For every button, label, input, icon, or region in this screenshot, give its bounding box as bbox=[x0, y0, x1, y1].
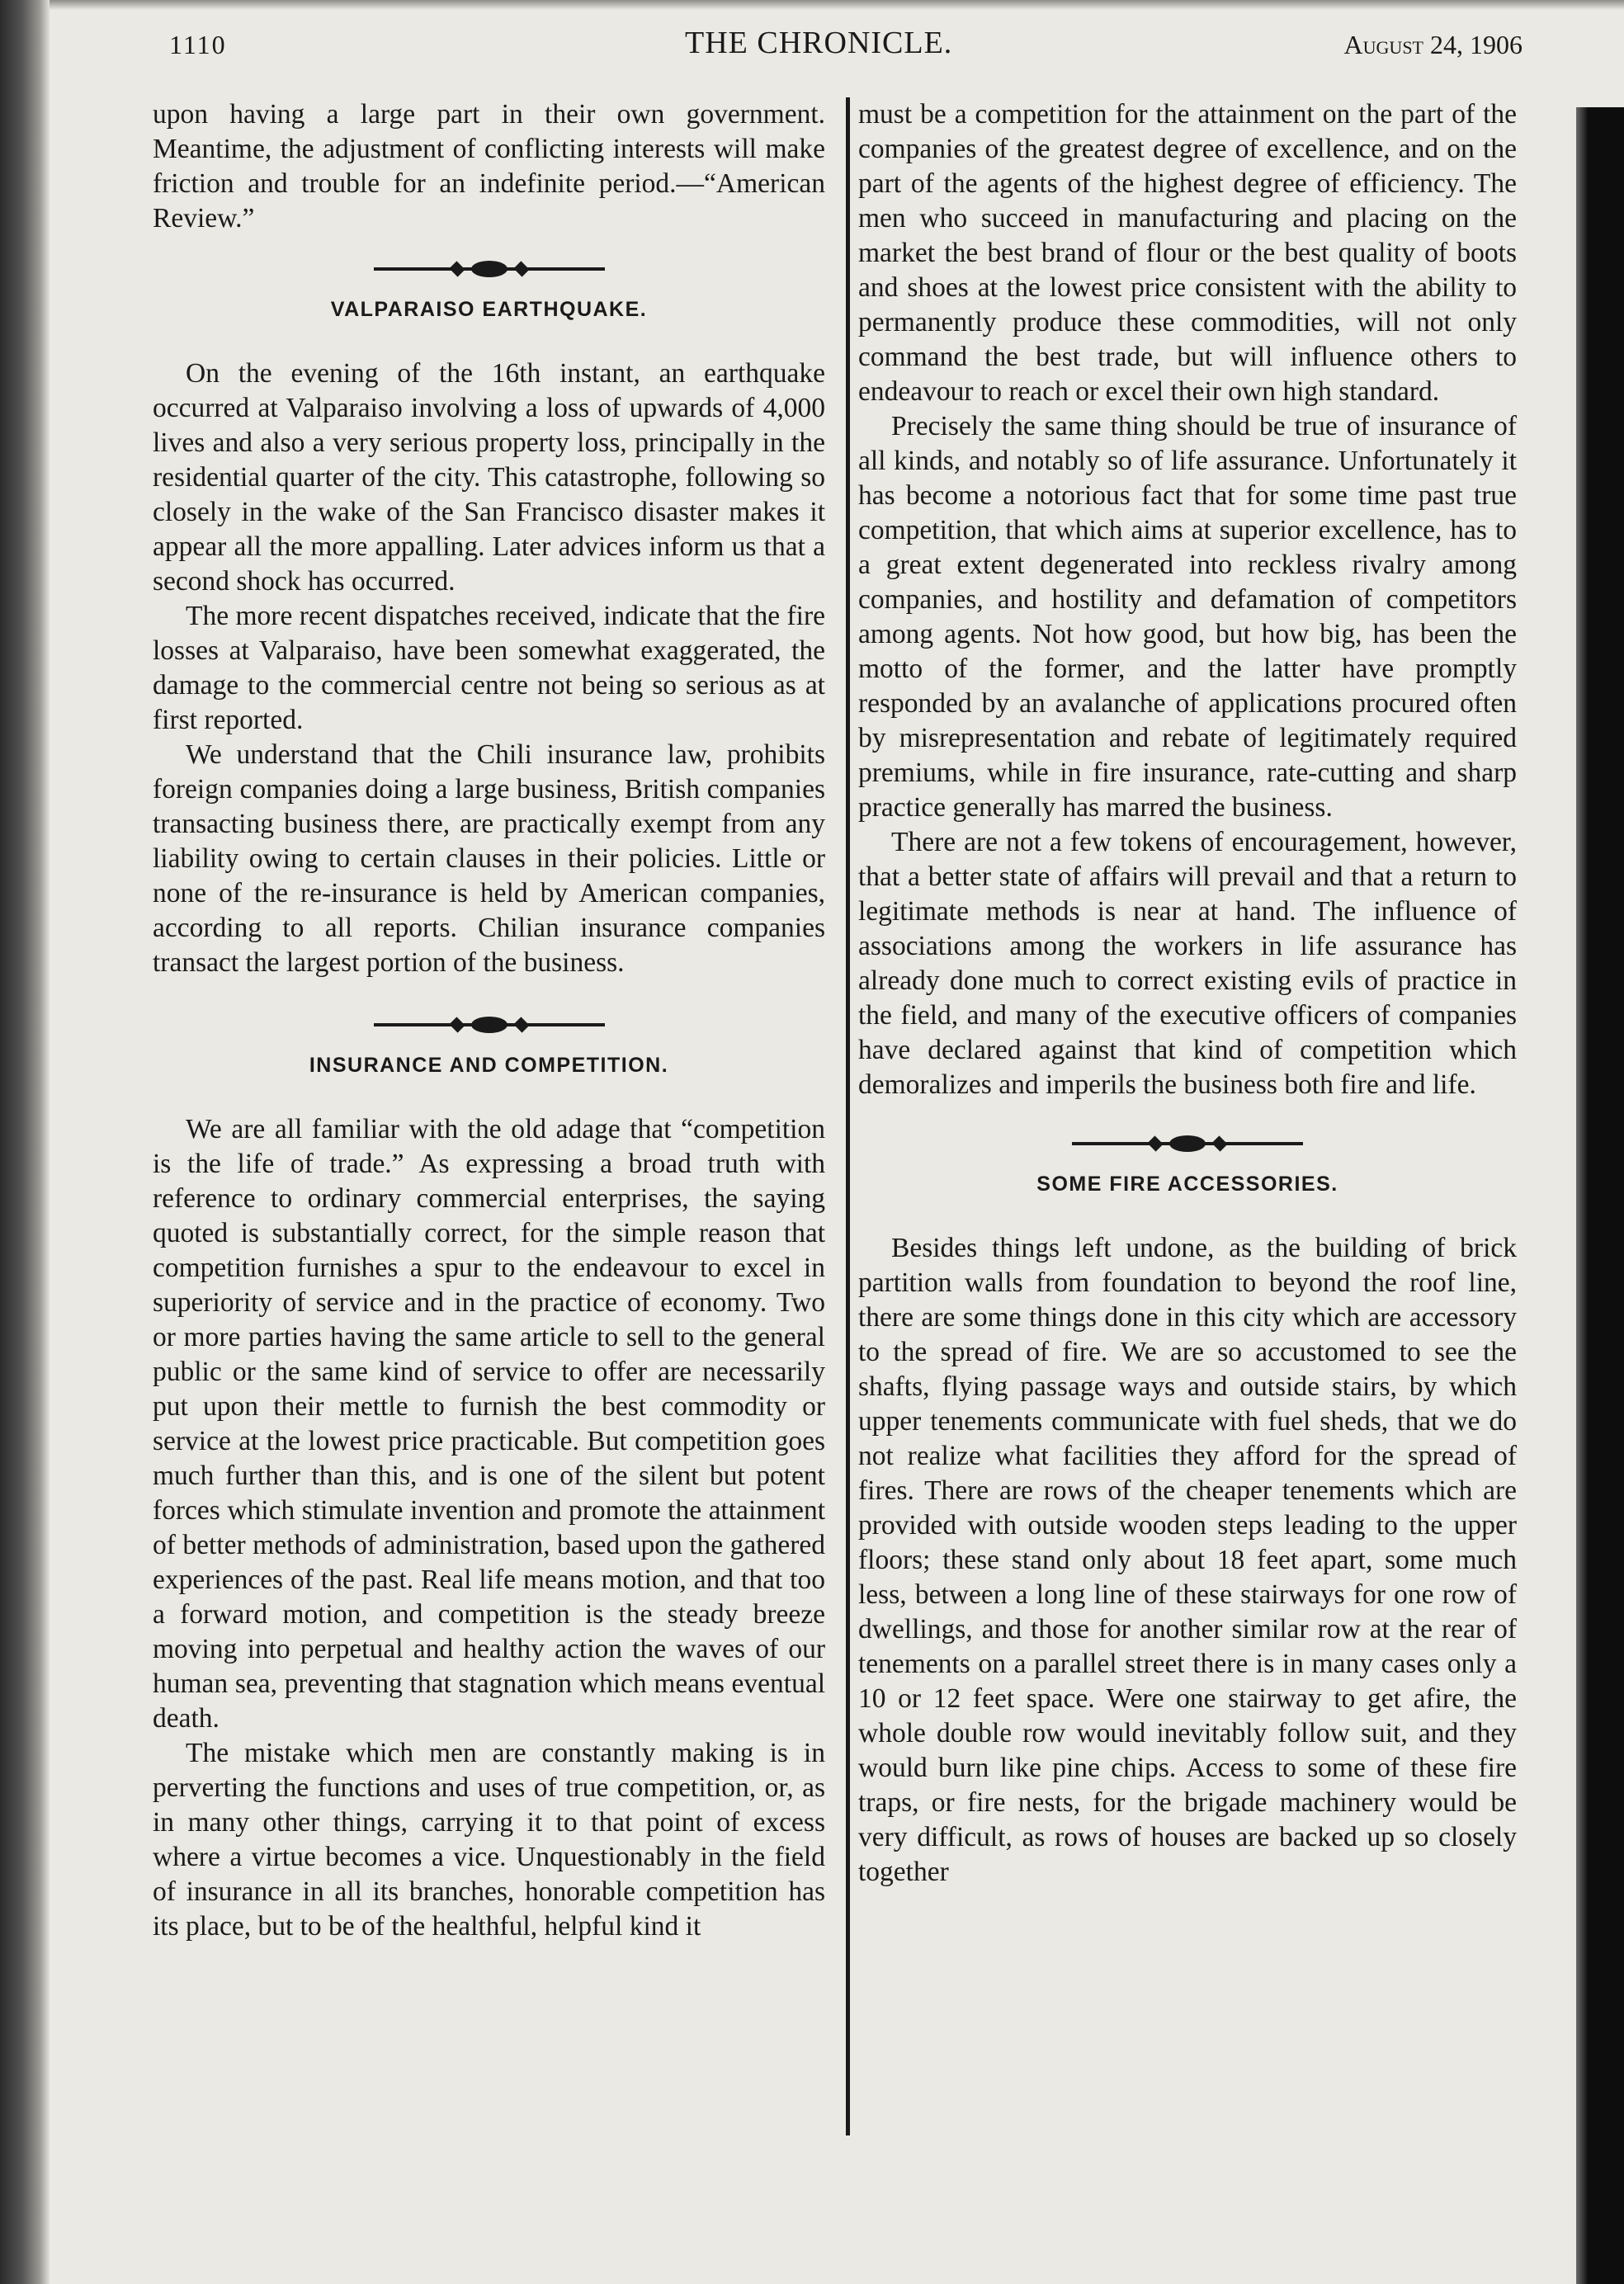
article-paragraph: The mistake which men are constantly making is in perverting the functions and uses of true competition, or, as in many other things, carrying it to that point of excess where a virtue becomes a vice. Unquestionably in the field of insurance in all its branches, honorable competition has its place, but to be of the healthful, helpful kind it bbox=[153, 1738, 825, 1942]
scan-top-edge bbox=[0, 0, 1624, 10]
page-header bbox=[169, 25, 1522, 68]
scan-right-margin bbox=[1576, 107, 1624, 2284]
valparaiso-heading: VALPARAISO EARTHQUAKE. bbox=[330, 298, 648, 321]
page-number: 1110 bbox=[169, 30, 227, 59]
left-column bbox=[153, 97, 825, 1944]
scan-left-margin bbox=[0, 0, 50, 2284]
continued-paragraph: must be a competition for the attainment on the part of the companies of the greatest degree of excellence, and on the part of the agents of the highest degree of efficiency. The men who succeed in manufacturing and placing on the market the best brand of flour or the best quality of boots and shoes at the lowest price consistent with the ability to permanently produce these commodities, will not only command the best trade, but will influence others to endeavour to reach or excel their own high standard. bbox=[858, 99, 1517, 407]
section-ornament bbox=[374, 1017, 605, 1033]
publication-title: THE CHRONICLE. bbox=[685, 26, 953, 60]
article-paragraph: Besides things left undone, as the building of brick partition walls from foundation to beyond the roof line, there are some things done in this city which are accessory to the spread of fire. We are so accustomed to see the shafts, flying passage ways and outside stairs, by which upper tenements communicate with fuel sheds, that we do not realize what facilities they afford for the spread of fires. There are rows of the cheaper tenements which are provided with outside wooden steps leading to the upper floors; these stand only about 18 feet apart, some much less, between a long line of these stairways for one row of dwellings, and those for another similar row at the rear of tenements on a parallel street there is in many cases only a 10 or 12 feet space. Were one stairway to get afire, the whole double row would inevitably follow suit, and they would burn like pine chips. Access to some of these fire traps, or fire nests, for the brigade machinery would be very difficult, as rows of houses are backed up so closely together bbox=[858, 1233, 1517, 1887]
insurance-heading: INSURANCE AND COMPETITION. bbox=[309, 1054, 669, 1077]
article-paragraph: The more recent dispatches received, indicate that the fire losses at Valparaiso, have been somewhat exaggerated, the damage to the commercial centre not being so serious as at first reported. bbox=[153, 601, 825, 735]
article-paragraph: We are all familiar with the old adage that “competition is the life of trade.” As expressing a broad truth with reference to ordinary commercial enterprises, the saying quoted is substantially correct, for the simple reason that competition furnishes a spur to the endeavour to excel in superiority of service and in the practice of economy. Two or more parties having the same article to sell to the general public or the same kind of service to offer are necessarily put upon their mettle to furnish the best commodity or service at the lowest price practicable. But competition goes much further than this, and is one of the silent but potent forces which stimulate invention and promote the attainment of better methods of administration, based upon the gathered experiences of the past. Real life means motion, and that too a forward motion, and competition is the steady breeze moving into perpetual and healthy action the waves of our human sea, preventing that stagnation which means eventual death. bbox=[153, 1114, 825, 1734]
fire-accessories-heading: SOME FIRE ACCESSORIES. bbox=[1036, 1173, 1338, 1196]
right-column bbox=[858, 97, 1517, 1890]
section-ornament bbox=[1072, 1135, 1303, 1152]
issue-date: August 24, 1906 bbox=[1343, 30, 1522, 59]
article-paragraph: Precisely the same thing should be true of insurance of all kinds, and notably so of life assurance. Unfortunately it has become a notorious fact that for some time past true competition, that which aims at superior excellence, has to a great extent degenerated into reckless rivalry among companies, and hostility and defamation of competitors among agents. Not how good, but how big, has been the motto of the former, and the latter have promptly responded by an avalanche of applications procured often by misrepresentation and rebate of legitimately required premiums, while in fire insurance, rate-cutting and sharp practice generally has marred the business. bbox=[858, 411, 1517, 823]
column-divider bbox=[846, 97, 850, 2135]
article-paragraph: There are not a few tokens of encouragement, however, that a better state of affairs will prevail and that a return to legitimate methods is near at hand. The influence of associations among the workers in life assurance has already done much to correct existing evils of practice in the field, and many of the executive officers of companies have declared against that kind of competition which demoralizes and imperils the business both fire and life. bbox=[858, 827, 1517, 1100]
article-paragraph: We understand that the Chili insurance law, prohibits foreign companies doing a large business, British companies transacting business there, are practically exempt from any liability owing to certain clauses in their policies. Little or none of the re-insurance is held by American companies, according to all reports. Chilian insurance companies transact the largest portion of the business. bbox=[153, 739, 825, 978]
section-ornament bbox=[374, 261, 605, 277]
continued-paragraph: upon having a large part in their own government. Meantime, the adjustment of conflicting interests will make friction and trouble for an indefinite period.—“American Review.” bbox=[153, 99, 825, 234]
article-paragraph: On the evening of the 16th instant, an earthquake occurred at Valparaiso involving a loss of upwards of 4,000 lives and also a very serious property loss, principally in the residential quarter of the city. This catastrophe, following so closely in the wake of the San Francisco disaster makes it appear all the more appalling. Later advices inform us that a second shock has occurred. bbox=[153, 358, 825, 597]
